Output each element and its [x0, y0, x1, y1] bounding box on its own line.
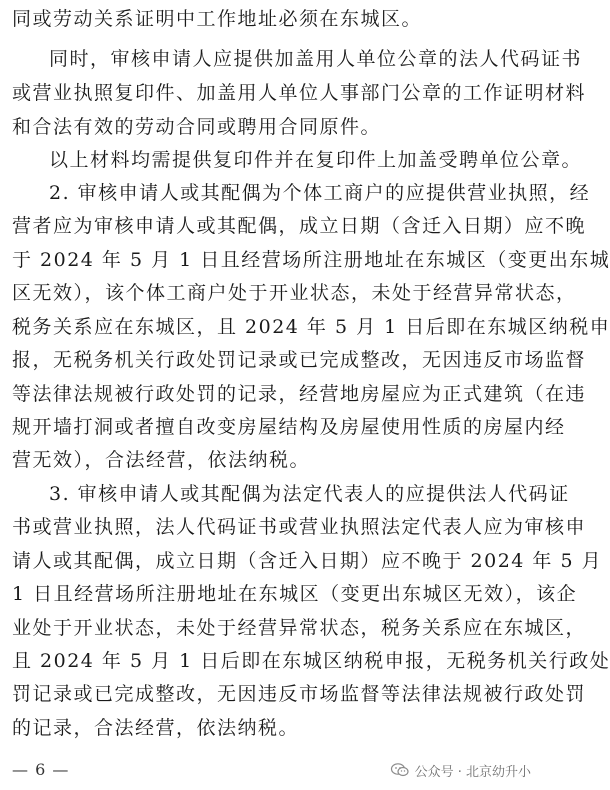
text-line: 以上材料均需提供复印件并在复印件上加盖受聘单位公章。 [49, 149, 583, 171]
text-line: 或营业执照复印件、加盖用人单位人事部门公章的工作证明材料 [12, 82, 587, 104]
text-line: 和合法有效的劳动合同或聘用合同原件。 [12, 116, 382, 138]
text-line: 等法律法规被行政处罚的记录，经营地房屋应为正式建筑（在违 [12, 383, 587, 405]
text-line: 于 2024 年 5 月 1 日且经营场所注册地址在东城区（变更出东城 [12, 249, 610, 271]
text-line: 的记录，合法经营，依法纳税。 [12, 717, 300, 739]
watermark-text: 公众号 · 北京幼升小 [414, 764, 531, 780]
text-line: 营者应为审核申请人或其配偶，成立日期（含迁入日期）应不晚 [12, 215, 587, 237]
text-line: 请人或其配偶，成立日期（含迁入日期）应不晚于 2024 年 5 月 [12, 550, 603, 572]
text-line: 2. 审核申请人或其配偶为个体工商户的应提供营业执照，经 [49, 182, 591, 204]
watermark [391, 760, 531, 780]
page-number: — 6 — [12, 760, 70, 779]
text-line: 同或劳动关系证明中工作地址必须在东城区。 [12, 8, 423, 30]
text-line: 3. 审核申请人或其配偶为法定代表人的应提供法人代码证 [49, 483, 570, 505]
text-line: 区无效），该个体工商户处于开业状态，未处于经营异常状态， [12, 282, 577, 304]
text-line: 且 2024 年 5 月 1 日后即在东城区纳税申报，无税务机关行政处 [12, 650, 610, 672]
text-line: 同时，审核申请人应提供加盖用人单位公章的法人代码证书 [49, 48, 583, 70]
text-line: 营无效），合法经营，依法纳税。 [12, 449, 311, 471]
wechat-icon [391, 763, 409, 777]
text-line: 报，无税务机关行政处罚记录或已完成整改，无因违反市场监督 [12, 349, 587, 371]
text-line: 罚记录或已完成整改，无因违反市场监督等法律法规被行政处罚 [12, 683, 587, 705]
text-line: 业处于开业状态，未处于经营异常状态，税务关系应在东城区， [12, 617, 587, 639]
text-line: 1 日且经营场所注册地址在东城区（变更出东城区无效），该企 [12, 583, 578, 605]
text-line: 规开墙打洞或者擅自改变房屋结构及房屋使用性质的房屋内经 [12, 416, 566, 438]
text-line: 税务关系应在东城区，且 2024 年 5 月 1 日后即在东城区纳税申 [12, 316, 610, 338]
text-line: 书或营业执照，法人代码证书或营业执照法定代表人应为审核申 [12, 516, 587, 538]
